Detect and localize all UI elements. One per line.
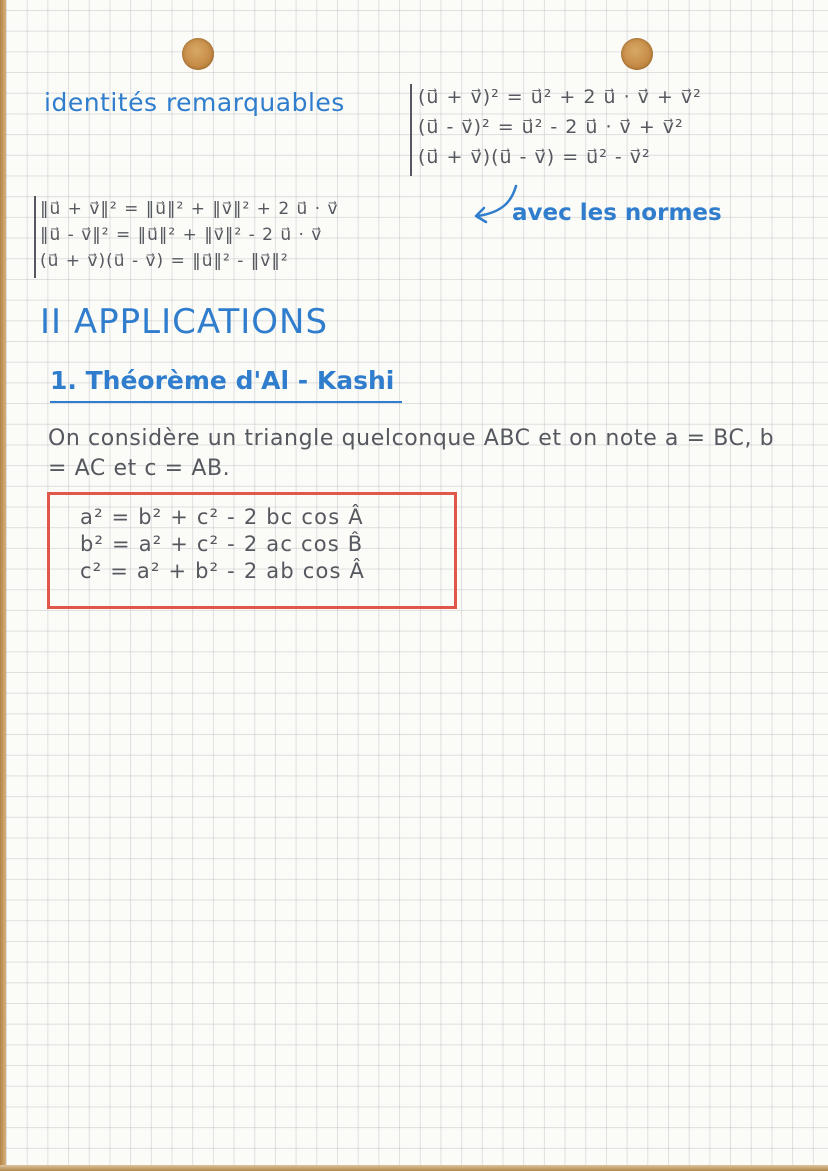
norm-identity-line: (u⃗ + v⃗)(u⃗ - v⃗) = ‖u⃗‖² - ‖v⃗‖²	[40, 251, 289, 271]
subsection-title: 1. Théorème d'Al - Kashi	[50, 366, 402, 403]
identities-bracket	[410, 84, 412, 176]
vector-identities	[418, 82, 702, 172]
punch-hole-left	[182, 38, 214, 70]
norm-identities	[40, 196, 339, 274]
punch-hole-right	[621, 38, 653, 70]
norms-label: avec les normes	[512, 200, 722, 226]
norm-identity-line: ‖u⃗ - v⃗‖² = ‖u⃗‖² + ‖v⃗‖² - 2 u⃗ · v⃗	[40, 225, 323, 245]
al-kashi-formulas	[80, 504, 365, 585]
norm-identity-line: ‖u⃗ + v⃗‖² = ‖u⃗‖² + ‖v⃗‖² + 2 u⃗ · v⃗	[40, 199, 339, 219]
formula-line: b² = a² + c² - 2 ac cos B̂	[80, 532, 364, 556]
page-edge-left	[0, 0, 6, 1171]
vector-identity-line: (u⃗ + v⃗)(u⃗ - v⃗) = u⃗² - v⃗²	[418, 146, 651, 168]
norms-bracket	[34, 196, 36, 278]
formula-line: a² = b² + c² - 2 bc cos Â	[80, 505, 364, 529]
section-title: II APPLICATIONS	[40, 302, 329, 342]
page-edge-bottom	[0, 1165, 828, 1171]
theorem-intro-text: On considère un triangle quelconque ABC et on note a = BC, b = AC et c = AB.	[48, 426, 775, 481]
identities-label: identités remarquables	[44, 88, 345, 117]
vector-identity-line: (u⃗ + v⃗)² = u⃗² + 2 u⃗ · v⃗ + v⃗²	[418, 86, 702, 108]
formula-line: c² = a² + b² - 2 ab cos Â	[80, 559, 366, 583]
vector-identity-line: (u⃗ - v⃗)² = u⃗² - 2 u⃗ · v⃗ + v⃗²	[418, 116, 684, 138]
